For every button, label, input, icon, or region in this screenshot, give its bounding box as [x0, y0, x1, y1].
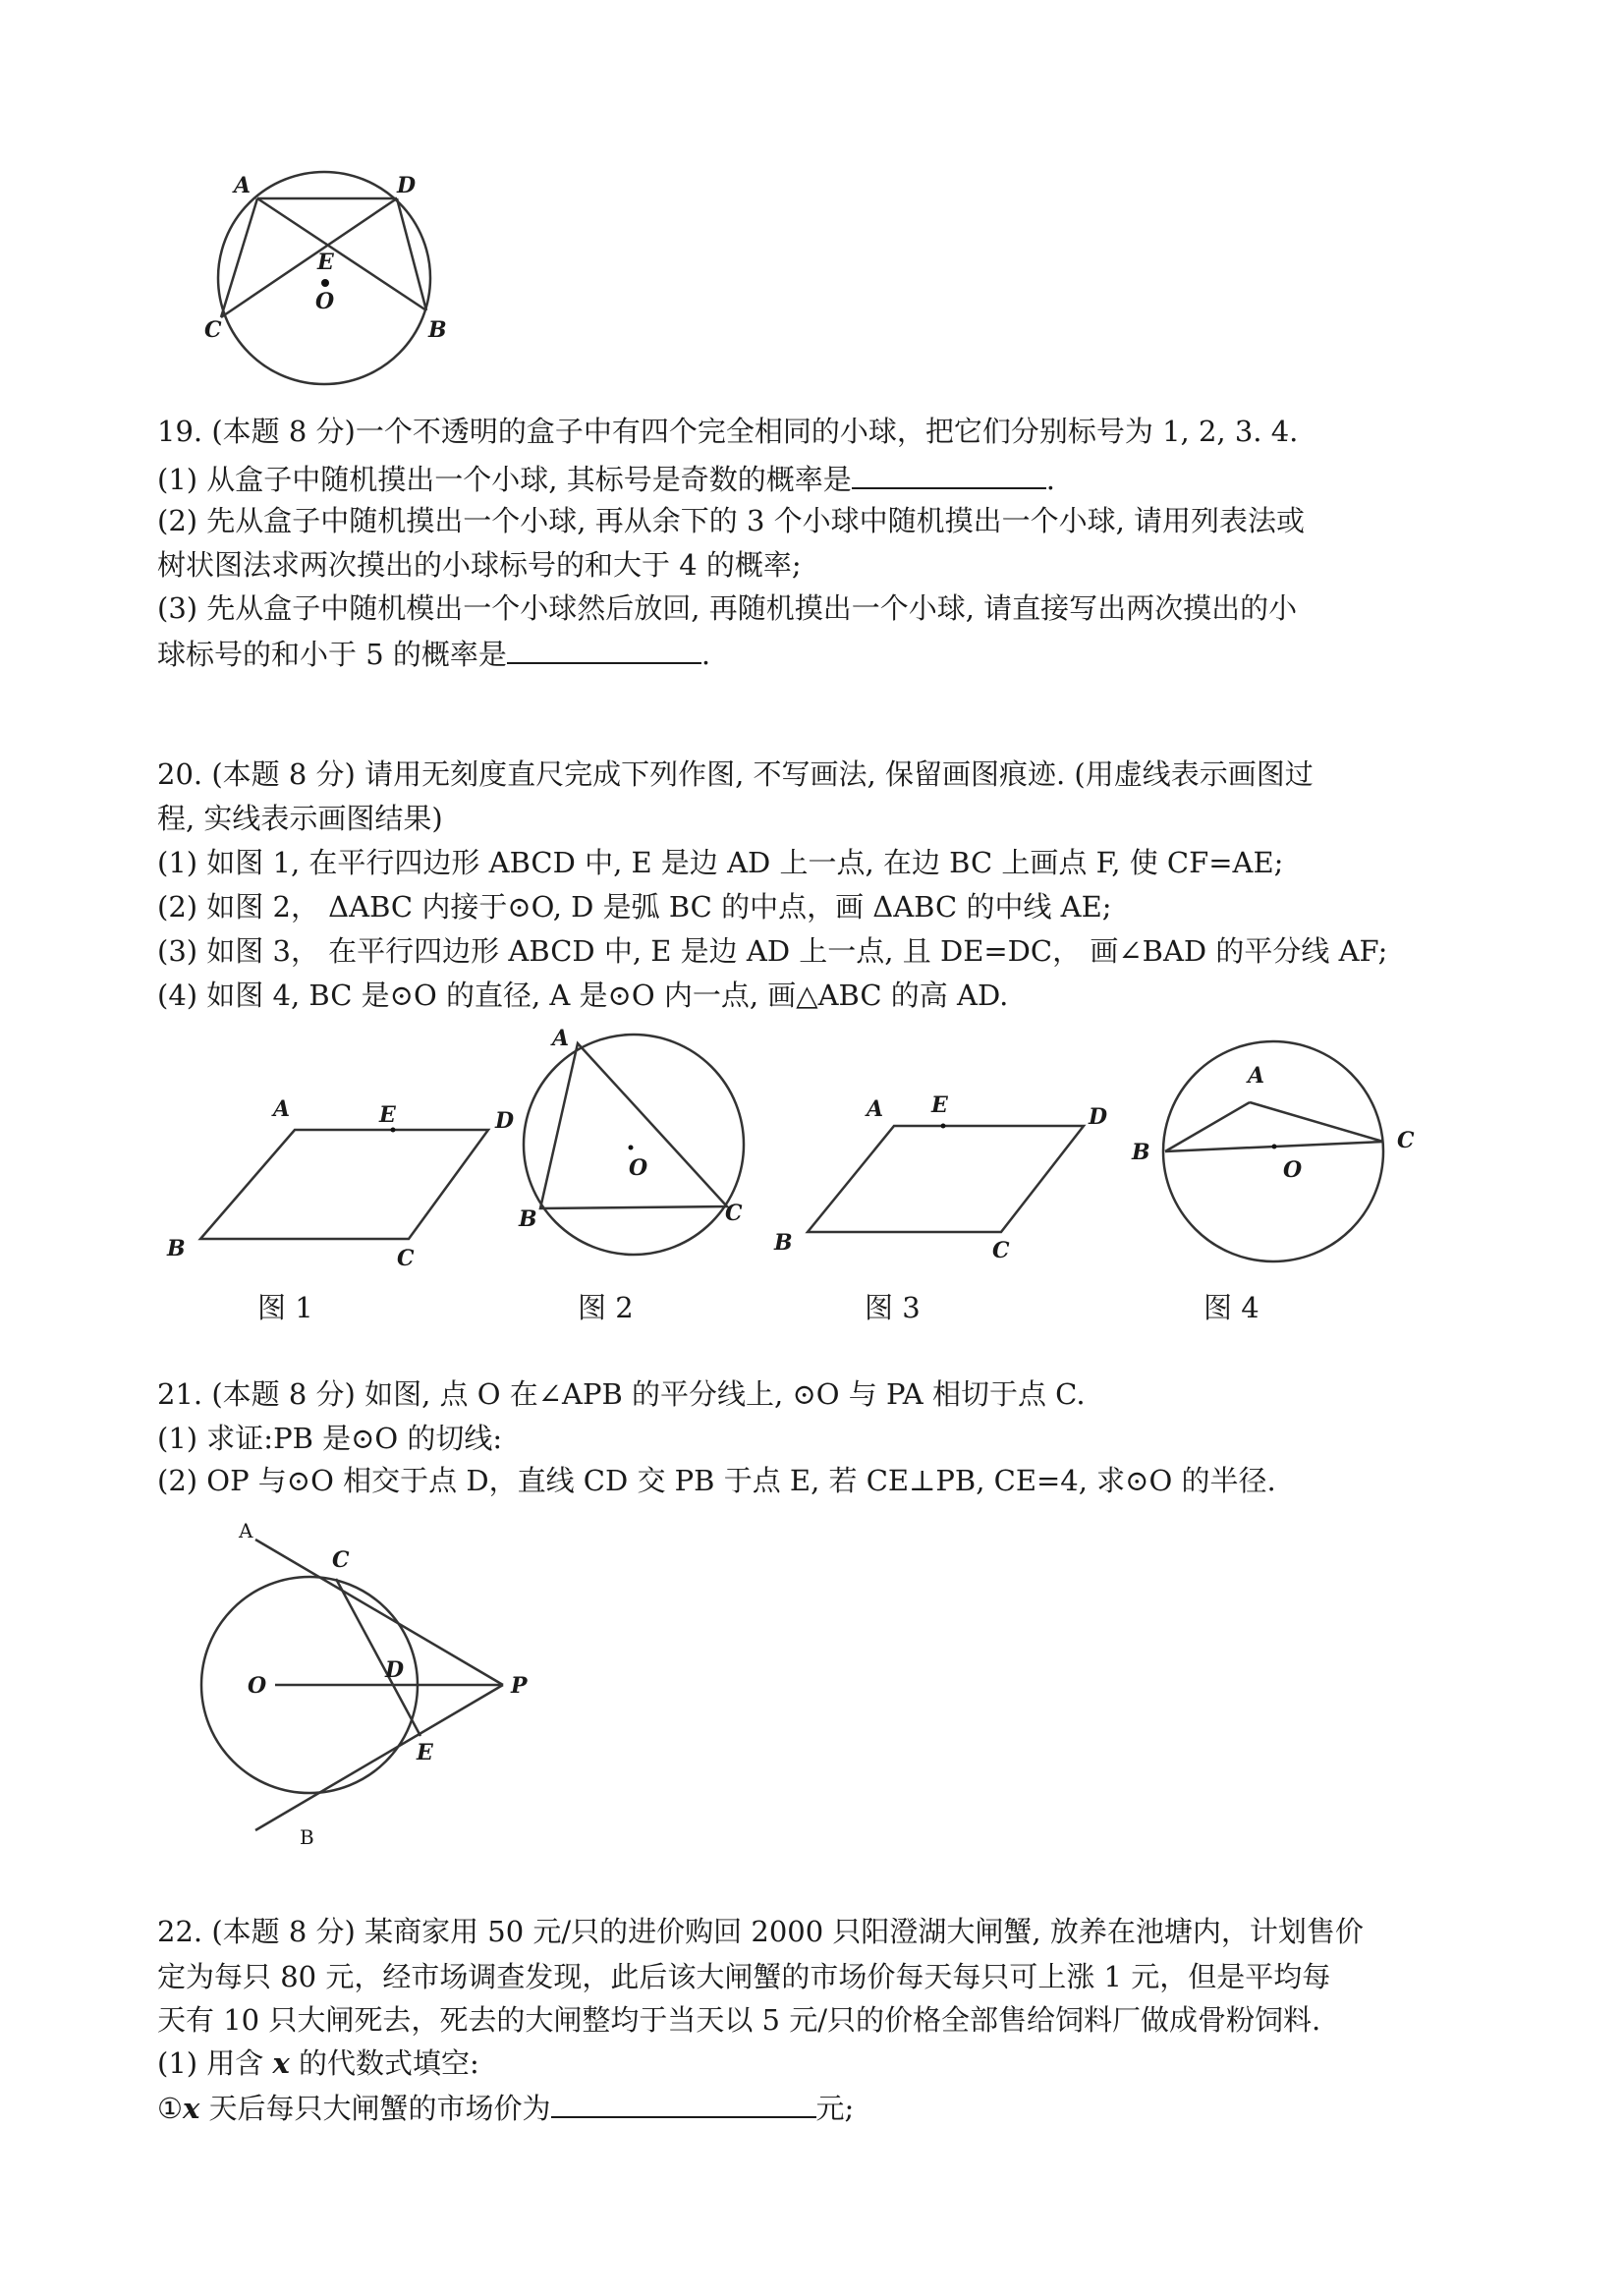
label-o: O — [248, 1673, 267, 1699]
q19-part3-end: . — [700, 638, 711, 671]
figure-1 — [157, 1091, 531, 1271]
center-point — [321, 279, 329, 287]
label-p: P — [511, 1673, 528, 1699]
label-c: C — [204, 317, 222, 343]
caption-figure-2: 图 2 — [578, 1291, 634, 1324]
label-e: E — [417, 1740, 433, 1765]
q21-part2: (2) OP 与⊙O 相交于点 D，直线 CD 交 PB 于点 E, 若 CE⊥PB, CE=4, 求⊙O 的半径. — [157, 1464, 1276, 1497]
label-o: O — [1283, 1157, 1303, 1183]
caption-figure-3: 图 3 — [865, 1291, 921, 1324]
label-d: D — [397, 173, 417, 198]
q22-part1 — [157, 2045, 479, 2081]
q19-stem: 19. (本题 8 分)一个不透明的盒子中有四个完全相同的小球，把它们分别标号为 1, 2, 3. 4. — [157, 415, 1299, 448]
label-e: E — [317, 250, 334, 275]
q19-part3b — [157, 637, 710, 672]
q20-part4: (4) 如图 4, BC 是⊙O 的直径, A 是⊙O 内一点, 画△ABC 的高 AD. — [157, 979, 1009, 1012]
q19-part2a: (2) 先从盒子中随机摸出一个小球, 再从余下的 3 个小球中随机摸出一个小球, 请用列表法或 — [157, 504, 1306, 537]
label-c: C — [992, 1238, 1010, 1263]
q22-part1-pre: (1) 用含 — [157, 2046, 273, 2080]
point-e — [391, 1128, 396, 1133]
q21-part1: (1) 求证:PB 是⊙O 的切线: — [157, 1422, 503, 1455]
label-b: B — [300, 1825, 314, 1849]
parallelogram-abcd — [808, 1126, 1084, 1232]
label-o: O — [629, 1155, 648, 1181]
q22-item1 — [157, 2091, 854, 2126]
q19-part1 — [157, 462, 1055, 497]
line-pa — [255, 1540, 503, 1685]
label-a: A — [239, 1519, 253, 1542]
q20-part3: (3) 如图 3， 在平行四边形 ABCD 中, E 是边 AD 上一点, 且 DE=DC， 画∠BAD 的平分线 AF; — [157, 934, 1388, 968]
label-d: D — [1089, 1104, 1108, 1130]
label-b: B — [167, 1236, 186, 1261]
label-b: B — [774, 1230, 793, 1256]
q20-part2: (2) 如图 2， ΔABC 内接于⊙O, D 是弧 BC 的中点，画 ΔABC 的中线 AE; — [157, 890, 1112, 924]
label-a: A — [552, 1026, 570, 1051]
label-c: C — [725, 1201, 743, 1226]
label-a: A — [234, 173, 252, 198]
variable-x: x — [183, 2092, 200, 2125]
segment-ab — [1165, 1102, 1250, 1151]
q19-part2b: 树状图法求两次摸出的小球标号的和大于 4 的概率; — [157, 548, 802, 582]
q22-stem-3: 天有 10 只大闸死去，死去的大闸整均于当天以 5 元/只的价格全部售给饲料厂做成骨粉饲料. — [157, 2003, 1321, 2037]
figure-q21 — [157, 1518, 570, 1852]
q20-stem-1: 20. (本题 8 分) 请用无刻度直尺完成下列作图, 不写画法, 保留画图痕迹. (用虚线表示画图过 — [157, 757, 1314, 791]
parallelogram-abcd — [200, 1130, 488, 1239]
label-b: B — [519, 1206, 537, 1232]
circle-o — [1163, 1041, 1383, 1261]
center-point — [1272, 1145, 1277, 1149]
circle-o — [524, 1035, 744, 1255]
label-b: B — [428, 317, 447, 343]
label-d: D — [385, 1657, 405, 1683]
triangle-abc — [540, 1043, 727, 1208]
label-a: A — [273, 1096, 291, 1122]
label-d: D — [495, 1108, 515, 1134]
q22-item1-text: 天后每只大闸蟹的市场价为 — [199, 2092, 551, 2125]
label-e: E — [931, 1092, 948, 1118]
q22-answer-blank-1[interactable] — [551, 2091, 816, 2118]
center-point — [629, 1146, 634, 1150]
q19-answer-blank-3[interactable] — [507, 637, 701, 664]
q22-part1-post: 的代数式填空: — [289, 2046, 479, 2080]
point-e — [941, 1124, 946, 1129]
label-e: E — [379, 1102, 396, 1128]
label-a: A — [867, 1096, 884, 1122]
q19-part1-end: . — [1045, 463, 1055, 496]
q19-answer-blank-1[interactable] — [852, 462, 1046, 489]
caption-figure-4: 图 4 — [1203, 1291, 1259, 1324]
segment-ac — [1250, 1102, 1383, 1142]
q20-part1: (1) 如图 1, 在平行四边形 ABCD 中, E 是边 AD 上一点, 在边 BC 上画点 F, 使 CF=AE; — [157, 846, 1284, 879]
label-o: O — [315, 289, 335, 314]
q21-stem: 21. (本题 8 分) 如图, 点 O 在∠APB 的平分线上, ⊙O 与 PA 相切于点 C. — [157, 1377, 1086, 1411]
q20-stem-2: 程, 实线表示画图结果) — [157, 802, 443, 835]
q19-part3a: (3) 先从盒子中随机模出一个小球然后放回, 再随机摸出一个小球, 请直接写出两次摸出的小 — [157, 591, 1298, 625]
line-pb — [255, 1685, 503, 1830]
label-c: C — [332, 1547, 350, 1573]
label-c: C — [1397, 1128, 1415, 1153]
variable-x: x — [272, 2046, 290, 2080]
figure-q18 — [196, 172, 491, 359]
caption-figure-1: 图 1 — [257, 1291, 313, 1324]
figure-2 — [511, 1026, 766, 1267]
q22-stem-2: 定为每只 80 元，经市场调查发现，此后该大闸蟹的市场价每天每只可上涨 1 元，但是平均每 — [157, 1960, 1331, 1993]
label-c: C — [397, 1246, 415, 1271]
figure-3 — [766, 1091, 1120, 1267]
q19-part1-text: (1) 从盒子中随机摸出一个小球, 其标号是奇数的概率是 — [157, 463, 852, 496]
segment-dc — [221, 198, 397, 317]
label-b: B — [1132, 1140, 1150, 1165]
q22-stem-1: 22. (本题 8 分) 某商家用 50 元/只的进价购回 2000 只阳澄湖大闸蟹, 放养在池塘内，计划售价 — [157, 1915, 1364, 1948]
q22-item1-marker: ① — [157, 2092, 183, 2125]
figure-4 — [1120, 1041, 1434, 1267]
q19-part3b-text: 球标号的和小于 5 的概率是 — [157, 638, 507, 671]
label-a: A — [1248, 1063, 1265, 1089]
q22-item1-end: 元; — [815, 2092, 855, 2125]
